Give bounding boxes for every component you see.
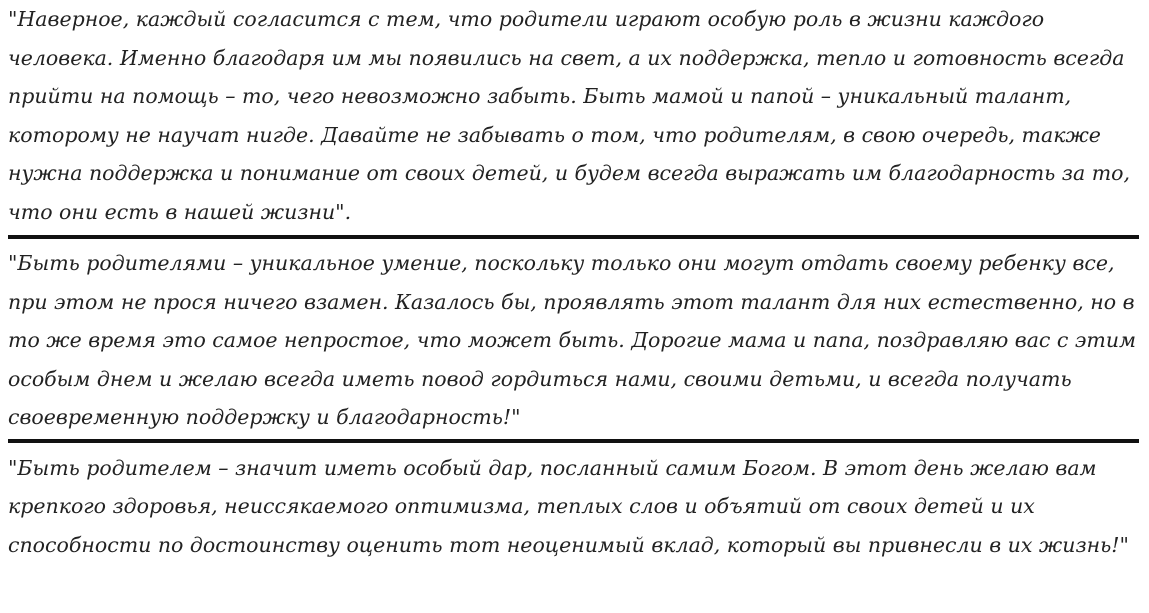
quotes-page bbox=[8, 0, 1139, 564]
quote-3: "Быть родителем – значит иметь особый дар, посланный самим Богом. В этот день желаю вам крепкого здоровья, неиссякаемого оптимизма, теплых слов и объятий от своих детей и их способности по достоинству оценить тот неоценимый вклад, который вы привнесли в их жизнь!" bbox=[8, 455, 1129, 557]
quote-1: "Наверное, каждый согласится с тем, что родители играют особую роль в жизни каждого человека. Именно благодаря им мы появились на свет, а их поддержка, тепло и готовность всегда прийти на помощь – то, чего невозможно забыть. Быть мамой и папой – уникальный талант, которому не научат нигде. Давайте не забывать о том, что родителям, в свою очередь, также нужна поддержка и понимание от своих детей, и будем всегда выражать им благодарность за то, что они есть в нашей жизни". bbox=[8, 7, 1131, 224]
quote-2: "Быть родителями – уникальное умение, поскольку только они могут отдать своему ребенку все, при этом не прося ничего взамен. Казалось бы, проявлять этот талант для них естественно, но в то же время это самое непростое, что может быть. Дорогие мама и папа, поздравляю вас с этим особым днем и желаю всегда иметь повод гордиться нами, своими детьми, и всегда получать своевременную поддержку и благодарность!" bbox=[8, 251, 1137, 429]
